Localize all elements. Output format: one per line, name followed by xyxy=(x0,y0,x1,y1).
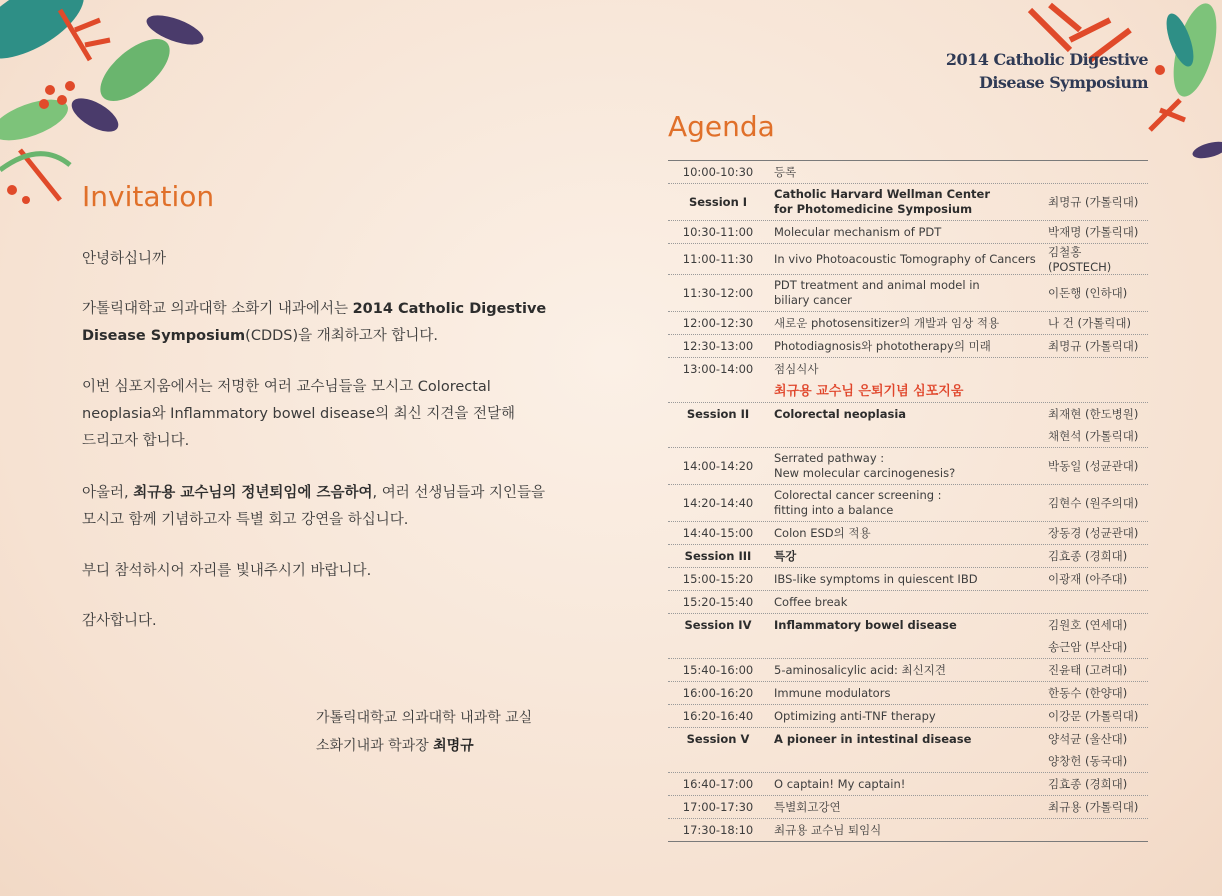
agenda-topic-line: Optimizing anti-TNF therapy xyxy=(774,708,936,723)
agenda-row xyxy=(668,161,1148,184)
agenda-topic-line: Inflammatory bowel disease xyxy=(774,617,957,632)
p1-bold-1: 2014 Catholic Digestive xyxy=(352,301,547,317)
agenda-speaker: 양석균 (울산대) xyxy=(1048,732,1128,746)
p2-line-1: 이번 심포지움에서는 저명한 여러 교수님들을 모시고 Colorectal xyxy=(82,379,491,395)
agenda-speaker: 진윤태 (고려대) xyxy=(1048,663,1128,677)
agenda-row xyxy=(668,358,1148,380)
agenda-topic-line-2: biliary cancer xyxy=(774,293,852,307)
agenda-time: 10:00-10:30 xyxy=(682,165,754,179)
agenda-topic xyxy=(768,362,1044,377)
agenda-time: 14:20-14:40 xyxy=(682,496,754,510)
agenda-topic-line: A pioneer in intestinal disease xyxy=(774,731,972,746)
agenda-topic xyxy=(768,777,1044,792)
agenda-row xyxy=(668,614,1148,636)
agenda-time: Session V xyxy=(686,732,750,746)
p5: 감사합니다. xyxy=(82,613,157,629)
agenda-topic-line: Photodiagnosis와 phototherapy의 미래 xyxy=(774,338,991,353)
agenda-topic-line: 특별회고강연 xyxy=(774,799,841,814)
p4: 부디 참석하시어 자리를 빛내주시기 바랍니다. xyxy=(82,563,372,579)
agenda-topic xyxy=(768,800,1044,815)
signoff xyxy=(316,704,532,760)
symposium-brand xyxy=(946,48,1148,94)
agenda-topic-line: IBS-like symptoms in quiescent IBD xyxy=(774,571,978,586)
agenda-row xyxy=(668,591,1148,614)
agenda-speaker: 김철홍 (POSTECH) xyxy=(1048,245,1112,274)
agenda-time: Session I xyxy=(688,195,748,209)
agenda-topic-line: 5-aminosalicylic acid: 최신지견 xyxy=(774,662,946,677)
agenda-speaker: 이돈행 (인하대) xyxy=(1048,286,1128,300)
agenda-row xyxy=(668,750,1148,773)
agenda-topic-line: Immune modulators xyxy=(774,685,891,700)
agenda-topic xyxy=(768,732,1044,747)
agenda-time: 15:40-16:00 xyxy=(682,663,754,677)
signoff-name: 최명규 xyxy=(433,738,474,754)
agenda-row xyxy=(668,403,1148,425)
agenda-topic xyxy=(768,187,1044,217)
agenda-topic xyxy=(768,686,1044,701)
agenda-row xyxy=(668,568,1148,591)
agenda-speaker: 나 건 (가톨릭대) xyxy=(1048,316,1131,330)
agenda-topic xyxy=(768,384,1044,399)
agenda-time: 17:00-17:30 xyxy=(682,800,754,814)
agenda-time: 11:30-12:00 xyxy=(682,286,754,300)
agenda-speaker: 김효종 (경희대) xyxy=(1048,777,1128,791)
p3-pre: 아울러, xyxy=(82,485,134,501)
agenda-row xyxy=(668,335,1148,358)
agenda-topic-line-2: New molecular carcinogenesis? xyxy=(774,466,956,480)
agenda-topic xyxy=(768,316,1044,331)
agenda-time: 15:20-15:40 xyxy=(682,595,754,609)
agenda-time: 16:20-16:40 xyxy=(682,709,754,723)
agenda-speaker: 김현수 (원주의대) xyxy=(1048,496,1139,510)
p2-line-2: neoplasia와 Inflammatory bowel disease의 최신 지견을 전달해 xyxy=(82,406,515,422)
agenda-topic xyxy=(768,252,1044,267)
agenda-topic-line: O captain! My captain! xyxy=(774,776,906,791)
agenda-speaker: 김원호 (연세대) xyxy=(1048,618,1128,632)
agenda-row xyxy=(668,448,1148,485)
p3-line-2: 모시고 함께 기념하고자 특별 회고 강연을 하십니다. xyxy=(82,512,409,528)
agenda-row xyxy=(668,659,1148,682)
agenda-time: Session III xyxy=(684,549,752,563)
agenda-topic xyxy=(768,549,1044,564)
agenda-topic-line: Molecular mechanism of PDT xyxy=(774,224,942,239)
agenda-row xyxy=(668,221,1148,244)
agenda-speaker: 최명규 (가톨릭대) xyxy=(1048,339,1139,353)
agenda-topic xyxy=(768,278,1044,308)
agenda-topic xyxy=(768,595,1044,610)
agenda-time: 17:30-18:10 xyxy=(682,823,754,837)
agenda-topic xyxy=(768,339,1044,354)
agenda-row xyxy=(668,425,1148,448)
agenda-time: 13:00-14:00 xyxy=(682,362,754,376)
agenda-row xyxy=(668,728,1148,750)
agenda-time: Session II xyxy=(686,407,750,421)
paragraph-3 xyxy=(82,480,552,534)
signoff-line-2: 소화기내과 학과장 xyxy=(316,738,434,754)
p3-post: , 여러 선생님들과 지인들을 xyxy=(372,485,546,501)
agenda-topic-line: Coffee break xyxy=(774,594,848,609)
agenda-row xyxy=(668,244,1148,275)
agenda-speaker: 최재현 (한도병원) xyxy=(1048,407,1139,421)
agenda-time: 12:30-13:00 xyxy=(682,339,754,353)
paragraph-1 xyxy=(82,296,552,350)
agenda-topic-line: In vivo Photoacoustic Tomography of Cancers xyxy=(774,251,1036,266)
agenda-topic-line: Catholic Harvard Wellman Center xyxy=(774,187,990,201)
agenda-topic xyxy=(768,663,1044,678)
agenda-time: Session IV xyxy=(684,618,752,632)
agenda-row xyxy=(668,819,1148,841)
agenda-topic-line-2: for Photomedicine Symposium xyxy=(774,202,973,216)
agenda-row xyxy=(668,312,1148,335)
agenda-title: Agenda xyxy=(668,110,775,143)
agenda-row xyxy=(668,705,1148,728)
agenda-topic-line: 특강 xyxy=(774,548,797,563)
agenda-topic-line-2: fitting into a balance xyxy=(774,503,894,517)
paragraph-4 xyxy=(82,558,552,585)
agenda-topic-line: 최규용 교수님 은퇴기념 심포지움 xyxy=(774,383,964,399)
agenda-speaker: 채현석 (가톨릭대) xyxy=(1048,429,1139,443)
agenda-time: 16:40-17:00 xyxy=(682,777,754,791)
agenda-topic-line: Colorectal neoplasia xyxy=(774,406,907,421)
agenda-row xyxy=(668,184,1148,221)
agenda-row xyxy=(668,485,1148,522)
agenda-speaker: 장동경 (성균관대) xyxy=(1048,526,1139,540)
agenda-topic xyxy=(768,709,1044,724)
agenda-row xyxy=(668,380,1148,403)
agenda-row xyxy=(668,636,1148,659)
agenda-topic-line: Colorectal cancer screening : xyxy=(774,488,942,502)
paragraph-5 xyxy=(82,608,552,635)
agenda-topic-line: PDT treatment and animal model in xyxy=(774,278,980,292)
agenda-row xyxy=(668,522,1148,545)
agenda-topic-line: 새로운 photosensitizer의 개발과 임상 적용 xyxy=(774,315,1000,330)
agenda-topic xyxy=(768,407,1044,422)
agenda-row xyxy=(668,796,1148,819)
agenda-topic-line: 등록 xyxy=(774,164,797,179)
agenda-row xyxy=(668,275,1148,312)
agenda-time: 15:00-15:20 xyxy=(682,572,754,586)
agenda-speaker: 김효종 (경희대) xyxy=(1048,549,1128,563)
agenda-time: 16:00-16:20 xyxy=(682,686,754,700)
brand-line-2: Disease Symposium xyxy=(978,73,1148,92)
p1-pre: 가톨릭대학교 의과대학 소화기 내과에서는 xyxy=(82,301,353,317)
agenda-topic-line: Colon ESD의 적용 xyxy=(774,525,871,540)
agenda-time: 10:30-11:00 xyxy=(682,225,754,239)
agenda-speaker: 한동수 (한양대) xyxy=(1048,686,1128,700)
agenda-speaker: 최명규 (가톨릭대) xyxy=(1048,195,1139,209)
p1-post: (CDDS)을 개최하고자 합니다. xyxy=(245,328,439,344)
agenda-row xyxy=(668,773,1148,796)
agenda-time: 12:00-12:30 xyxy=(682,316,754,330)
agenda-topic xyxy=(768,165,1044,180)
agenda-row xyxy=(668,682,1148,705)
agenda-topic xyxy=(768,823,1044,838)
agenda-topic xyxy=(768,488,1044,518)
agenda-row xyxy=(668,545,1148,568)
agenda-speaker: 박동일 (성균관대) xyxy=(1048,459,1139,473)
agenda-topic xyxy=(768,451,1044,481)
brand-line-1: 2014 Catholic Digestive xyxy=(945,50,1148,69)
agenda-topic-line: Serrated pathway : xyxy=(774,451,885,465)
agenda-topic xyxy=(768,225,1044,240)
invitation-title: Invitation xyxy=(82,180,215,213)
agenda-speaker: 송근암 (부산대) xyxy=(1048,640,1128,654)
agenda-speaker: 박재명 (가톨릭대) xyxy=(1048,225,1139,239)
signoff-line-1: 가톨릭대학교 의과대학 내과학 교실 xyxy=(316,710,533,726)
agenda-topic xyxy=(768,572,1044,587)
paragraph-2 xyxy=(82,374,552,455)
agenda-time: 11:00-11:30 xyxy=(682,252,754,266)
p3-bold: 최규용 교수님의 정년퇴임에 즈음하여 xyxy=(133,485,373,501)
agenda-topic-line: 점심식사 xyxy=(774,361,819,376)
agenda-topic xyxy=(768,526,1044,541)
greeting: 안녕하십니까 xyxy=(82,251,167,267)
p1-bold-2: Disease Symposium xyxy=(82,328,246,344)
p2-line-3: 드리고자 합니다. xyxy=(82,433,190,449)
agenda-speaker: 양창헌 (동국대) xyxy=(1048,754,1128,768)
agenda-topic-line: 최규용 교수님 퇴임식 xyxy=(774,822,882,837)
agenda-time: 14:40-15:00 xyxy=(682,526,754,540)
agenda-table xyxy=(668,160,1148,842)
agenda-speaker: 최규용 (가톨릭대) xyxy=(1048,800,1139,814)
agenda-speaker: 이광재 (아주대) xyxy=(1048,572,1128,586)
agenda-speaker: 이강문 (가톨릭대) xyxy=(1048,709,1139,723)
invitation-letter xyxy=(82,246,552,273)
agenda-topic xyxy=(768,618,1044,633)
agenda-time: 14:00-14:20 xyxy=(682,459,754,473)
